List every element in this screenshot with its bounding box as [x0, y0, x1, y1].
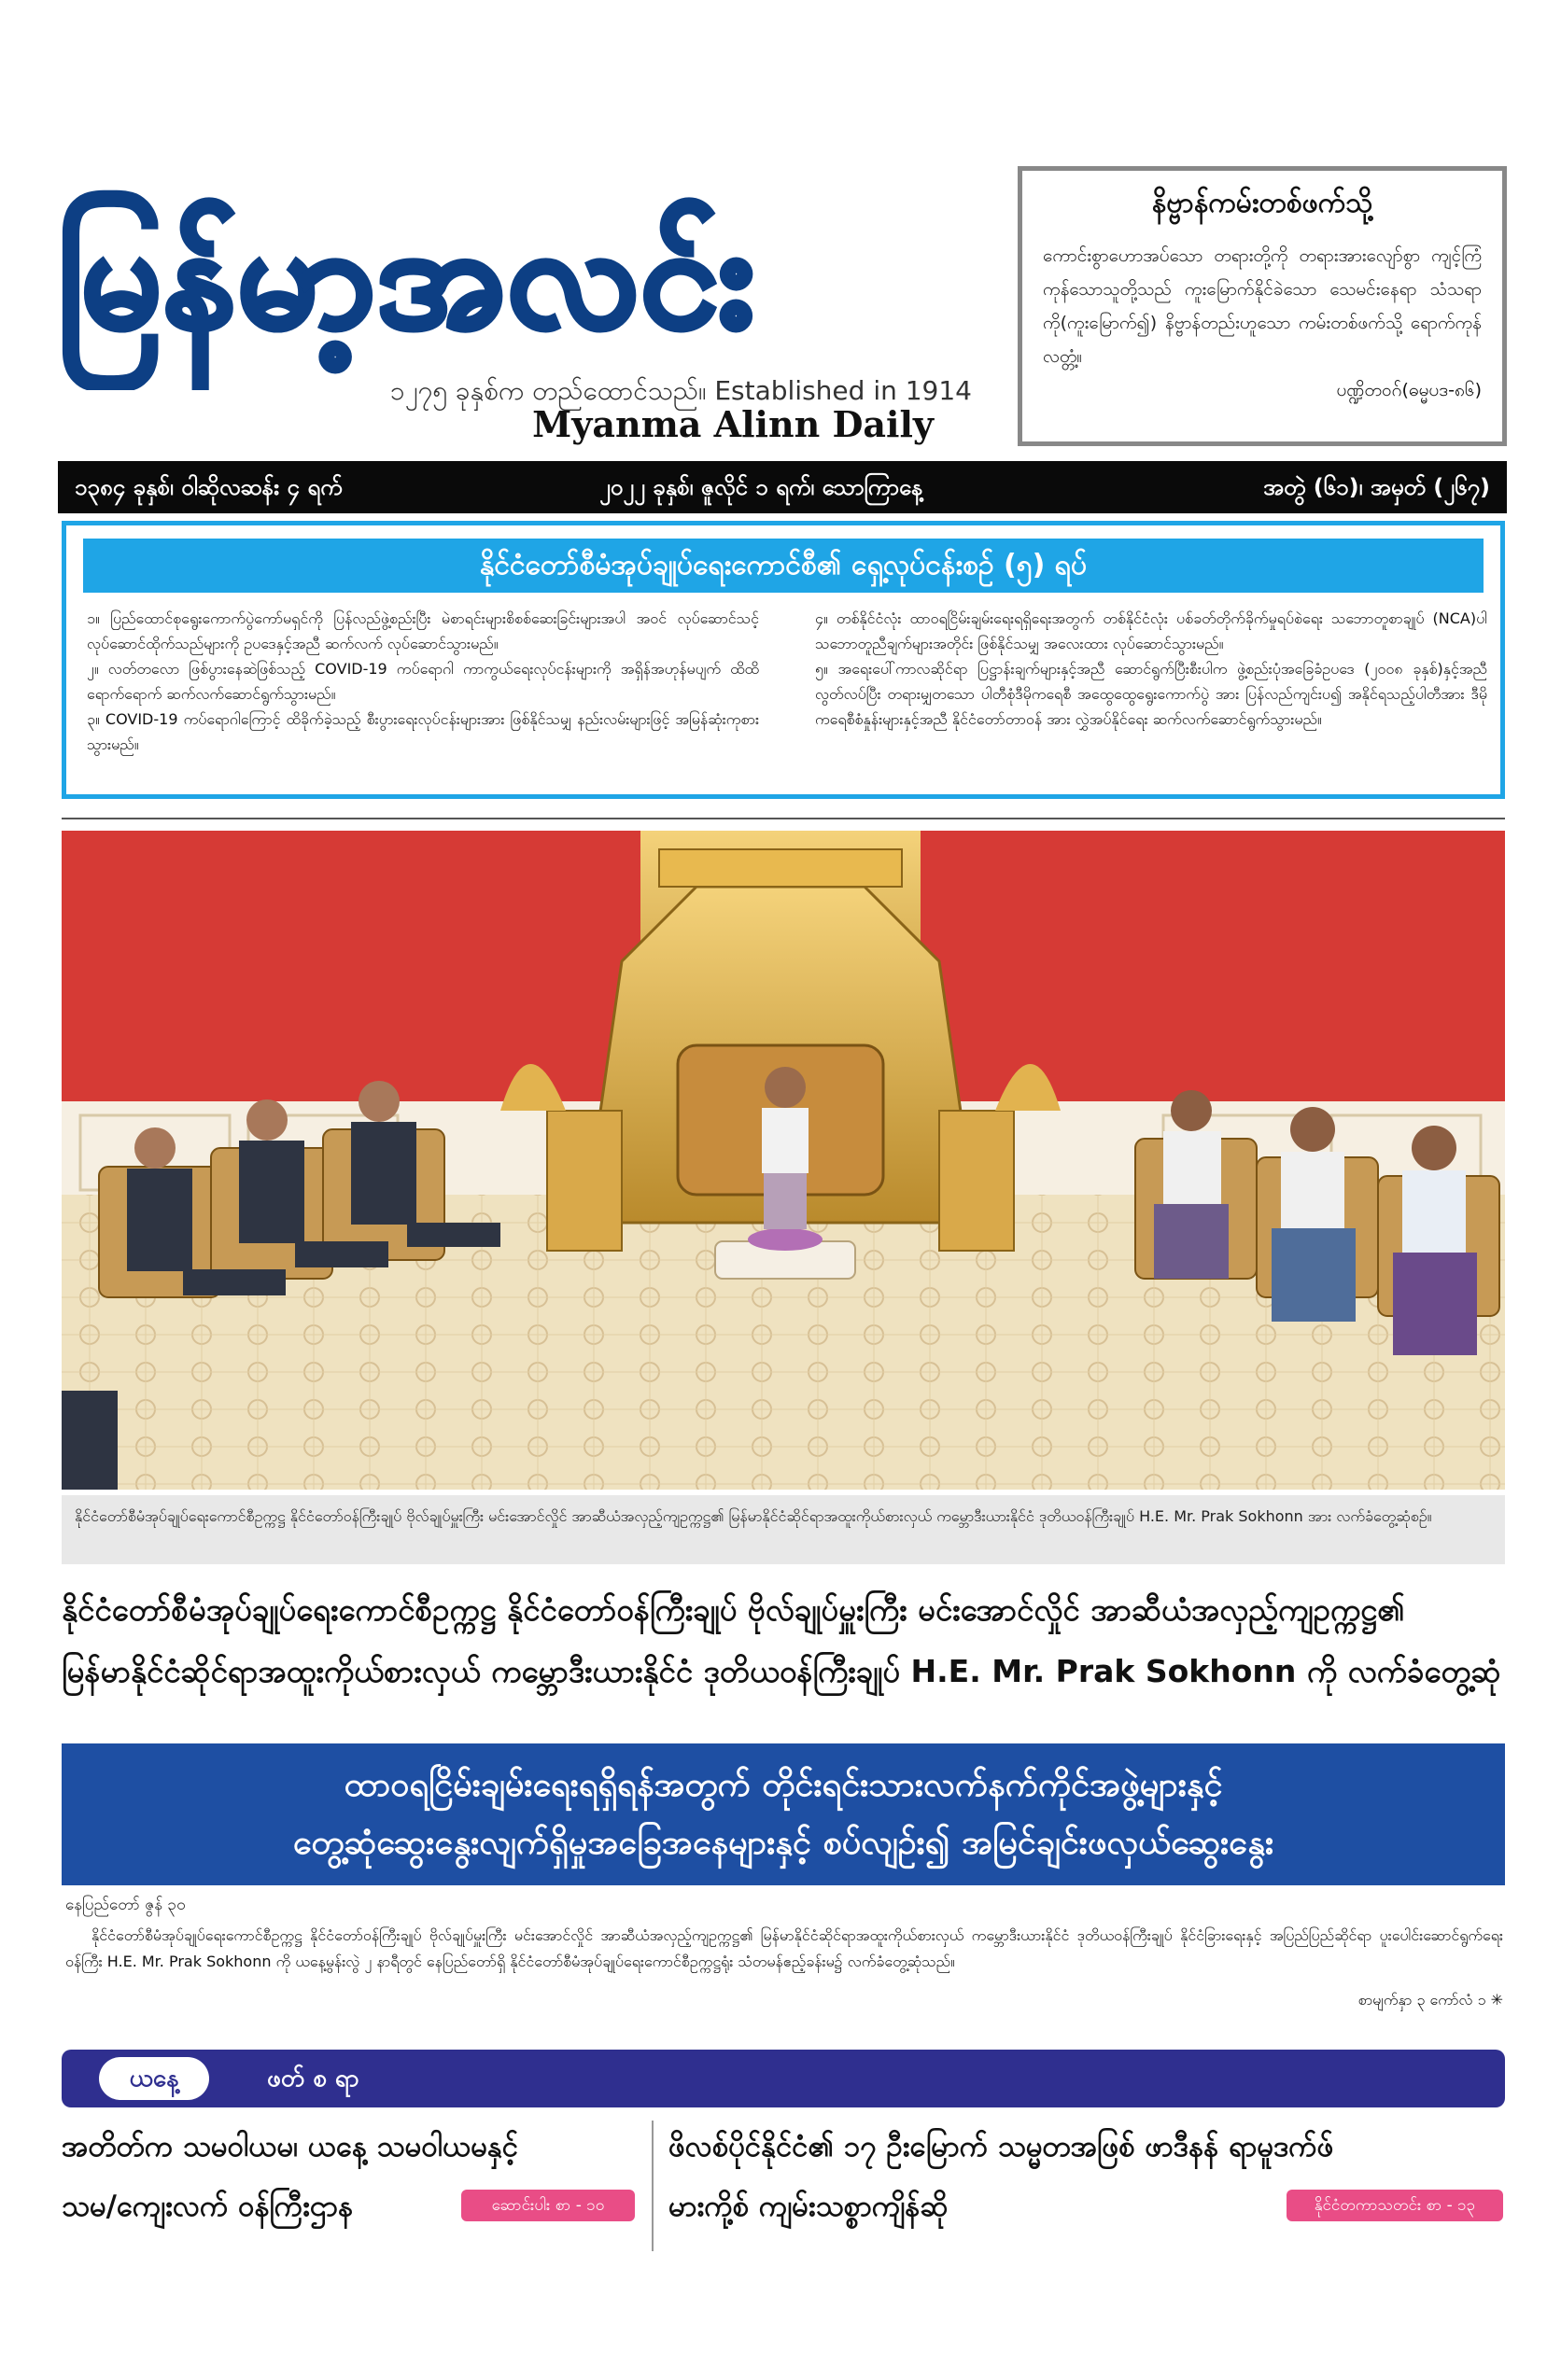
teaser-title-line: ဖိလစ်ပိုင်နိုင်ငံ၏ ၁၇ ဦးမြောက် သမ္မတအဖြစ် ဖာဒီနန် ရာမူဒက်ဖ် [668, 2130, 1334, 2163]
programme-item: ၃။ COVID-19 ကပ်ရောဂါကြောင့် ထိခိုက်ခဲ့သည့် စီးပွားရေးလုပ်ငန်းများအား ဖြစ်နိုင်သမျှ နည်းလမ်းများဖြင့် အမြန်ဆုံးကုစားသွားမည်။ [87, 710, 759, 753]
meeting-hall-image [62, 831, 1505, 1490]
headline-line: နိုင်ငံတော်စီမံအုပ်ချုပ်ရေးကောင်စီဥက္ကဋ္ဌ နိုင်ငံတော်ဝန်ကြီးချုပ် ဗိုလ်ချုပ်မှူးကြီး မင်းအောင်လှိုင် အာဆီယံအလှည့်ကျဥက္ကဋ္ဌ၏ [62, 1591, 1405, 1628]
quote-title: နိဗ္ဗာန်ကမ်းတစ်ဖက်သို့ [1151, 187, 1373, 219]
masthead-title: မြန်မာ့အလင်း [58, 197, 756, 359]
photo-caption: နိုင်ငံတော်စီမံအုပ်ချုပ်ရေးကောင်စီဥက္ကဋ္ဌ နိုင်ငံတော်ဝန်ကြီးချုပ် ဗိုလ်ချုပ်မှူးကြီး မင်းအောင်လှိုင် အာဆီယံအလှည့်ကျဥက္ကဋ္ဌ၏ မြန်မာနိုင်ငံဆိုင်ရာအထူးကိုယ်စားလှယ် ကမ္ဘောဒီးယားနိုင်ငံ ဒုတိယဝန်ကြီးချုပ် H.E. Mr. Prak Sokhonn အား လက်ခံတွေ့ဆုံစဉ်။ [62, 1495, 1505, 1564]
programme-title: နိုင်ငံတော်စီမံအုပ်ချုပ်ရေးကောင်စီ၏ ရှေ့လုပ်ငန်းစဉ် (၅) ရပ် [83, 539, 1484, 593]
established-line: ၁၂၇၅ ခုနှစ်က တည်ထောင်သည်။ Established in 1914 [390, 375, 972, 406]
continued-marker: စာမျက်နှာ ၃ ကော်လံ ၁ ✳ [1357, 1991, 1503, 2009]
quote-credit: ပဏ္ဍိတဝဂ်(ဓမ္မပဒ-၈၆) [1336, 380, 1482, 400]
teaser-divider [652, 2121, 654, 2251]
gregorian-date: ၂၀၂၂ ခုနှစ်၊ ဇူလိုင် ၁ ရက်၊ သောကြာနေ့ [599, 474, 923, 500]
teaser-title-line: မားကို့စ် ကျမ်းသစ္စာကျိန်ဆို [668, 2190, 949, 2223]
story-dateline: နေပြည်တော် ဇွန် ၃၀ [65, 1896, 186, 1914]
host-figure [762, 1067, 809, 1229]
read-label: ဖတ် စ ရာ [267, 2065, 359, 2093]
programme-columns [87, 606, 1485, 792]
quote-body: ကောင်းစွာဟောအပ်သော တရားတို့ကို တရားအားလျော်စွာ ကျင့်ကြံကုန်သောသူတို့သည် ကူးမြောက်နိုင်ခဲသော သေမင်းနေရာ သံသရာကို(ကူးမြောက်၍) နိဗ္ဗာန်တည်းဟူသော ကမ်းတစ်ဖက်သို့ ရောက်ကုန်လတ္တံ့။ [1043, 245, 1482, 367]
issue-number: အတွဲ (၆၁)၊ အမှတ် (၂၆၇) [1262, 474, 1490, 500]
sub-headline-line: ထာဝရငြိမ်းချမ်းရေးရရှိရန်အတွက် တိုင်းရင်းသားလက်နက်ကိုင်အဖွဲ့များနှင့် [344, 1766, 1223, 1804]
quote-box [1018, 166, 1507, 446]
inside-banner [62, 2050, 1505, 2107]
programme-item: ၂။ လတ်တလော ဖြစ်ပွားနေဆဲဖြစ်သည့် COVID-19 ကပ်ရောဂါ ကာကွယ်ရေးလုပ်ငန်းများကို အရှိန်အဟုန်မပျက် ထိထိရောက်ရောက် ဆက်လက်ဆောင်ရွက်သွားမည်။ [87, 660, 759, 703]
masthead-logo [58, 166, 954, 390]
section-divider [62, 818, 1505, 819]
date-strip [58, 461, 1507, 513]
sub-headline-banner [62, 1743, 1505, 1885]
teaser-page-tag[interactable]: နိုင်ငံတကာသတင်း စာ - ၁၃ [1287, 2190, 1503, 2221]
programme-item: ၅။ အရေးပေါ်ကာလဆိုင်ရာ ပြဋ္ဌာန်းချက်များနှင့်အညီ ဆောင်ရွက်ပြီးစီးပါက ဖွဲ့စည်းပုံအခြေခံဥပဒေ (၂၀၀၈ ခုနှစ်)နှင့်အညီ လွတ်လပ်ပြီး တရားမျှတသော ပါတီစုံဒီမိုကရေစီ အထွေထွေရွေးကောက်ပွဲ အား ပြန်လည်ကျင်းပ၍ အနိုင်ရသည့်ပါတီအား ဒီမိုကရေစီစံနှုန်းများနှင့်အညီ နိုင်ငံတော်တာဝန် အား လွှဲအပ်နိုင်ရေး ဆက်လက်ဆောင်ရွက်သွားမည်။ [815, 660, 1487, 728]
today-label: ယနေ့ [99, 2057, 209, 2100]
programme-column-left [87, 606, 759, 757]
flower-arrangement [748, 1228, 823, 1251]
teaser-title-line: အတိတ်က သမဝါယမ၊ ယနေ့ သမဝါယမနှင့် [62, 2130, 519, 2163]
teaser-page-tag[interactable]: ဆောင်းပါး စာ - ၁၀ [461, 2190, 635, 2221]
programme-column-right [815, 606, 1487, 732]
sub-headline-line: တွေ့ဆုံဆွေးနွေးလျက်ရှိမှုအခြေအနေများနှင့် စပ်လျဉ်း၍ အမြင်ချင်းဖလှယ်ဆွေးနွေး [292, 1824, 1274, 1862]
myanmar-date: ၁၃၈၄ ခုနှစ်၊ ဝါဆိုလဆန်း ၄ ရက် [75, 474, 343, 500]
programme-item: ၁။ ပြည်ထောင်စုရွေးကောက်ပွဲကော်မရှင်ကို ပြန်လည်ဖွဲ့စည်းပြီး မဲစာရင်းများစိစစ်ဆေးခြင်းများအပါ အဝင် လုပ်ဆောင်သင့် လုပ်ဆောင်ထိုက်သည်များကို ဥပဒေနှင့်အညီ ဆက်လက် လုပ်ဆောင်သွားမည်။ [87, 609, 759, 652]
story-body: နိုင်ငံတော်စီမံအုပ်ချုပ်ရေးကောင်စီဥက္ကဋ္ဌ နိုင်ငံတော်ဝန်ကြီးချုပ် ဗိုလ်ချုပ်မှူးကြီး မင်းအောင်လှိုင် အာဆီယံအလှည့်ကျဥက္ကဋ္ဌ၏ မြန်မာနိုင်ငံဆိုင်ရာအထူးကိုယ်စားလှယ် ကမ္ဘောဒီးယားနိုင်ငံ ဒုတိယဝန်ကြီးချုပ် နိုင်ငံခြားရေးနှင့် အပြည်ပြည်ဆိုင်ရာ ပူးပေါင်းဆောင်ရွက်ရေးဝန်ကြီး H.E. Mr. Prak Sokhonn ကို ယနေ့မွန်းလွဲ ၂ နာရီတွင် နေပြည်တော်ရှိ နိုင်ငံတော်စီမံအုပ်ချုပ်ရေးကောင်စီဥက္ကဋ္ဌရုံး သံတမန်ဧည့်ခန်းမ၌ လက်ခံတွေ့ဆုံသည်။ [65, 1926, 1503, 1970]
headline-line: မြန်မာနိုင်ငံဆိုင်ရာအထူးကိုယ်စားလှယ် ကမ္ဘောဒီးယားနိုင်ငံ ဒုတိယဝန်ကြီးချုပ် H.E. Mr. Prak Sokhonn ကို လက်ခံတွေ့ဆုံ [62, 1653, 1501, 1689]
lead-photo [62, 831, 1505, 1490]
programme-item: ၄။ တစ်နိုင်ငံလုံး ထာဝရငြိမ်းချမ်းရေးရရှိရေးအတွက် တစ်နိုင်ငံလုံး ပစ်ခတ်တိုက်ခိုက်မှုရပ်စဲရေး သဘောတူစာချုပ် (NCA)ပါ သဘောတူညီချက်များအတိုင်း ဖြစ်နိုင်သမျှ အလေးထား လုပ်ဆောင်သွားမည်။ [815, 609, 1487, 652]
english-name: Myanma Alinn Daily [532, 403, 934, 445]
teaser-title-line: သမ/ကျေးလက် ဝန်ကြီးဌာန [62, 2190, 353, 2223]
programme-box [62, 521, 1505, 799]
main-headline [62, 1579, 1505, 1738]
